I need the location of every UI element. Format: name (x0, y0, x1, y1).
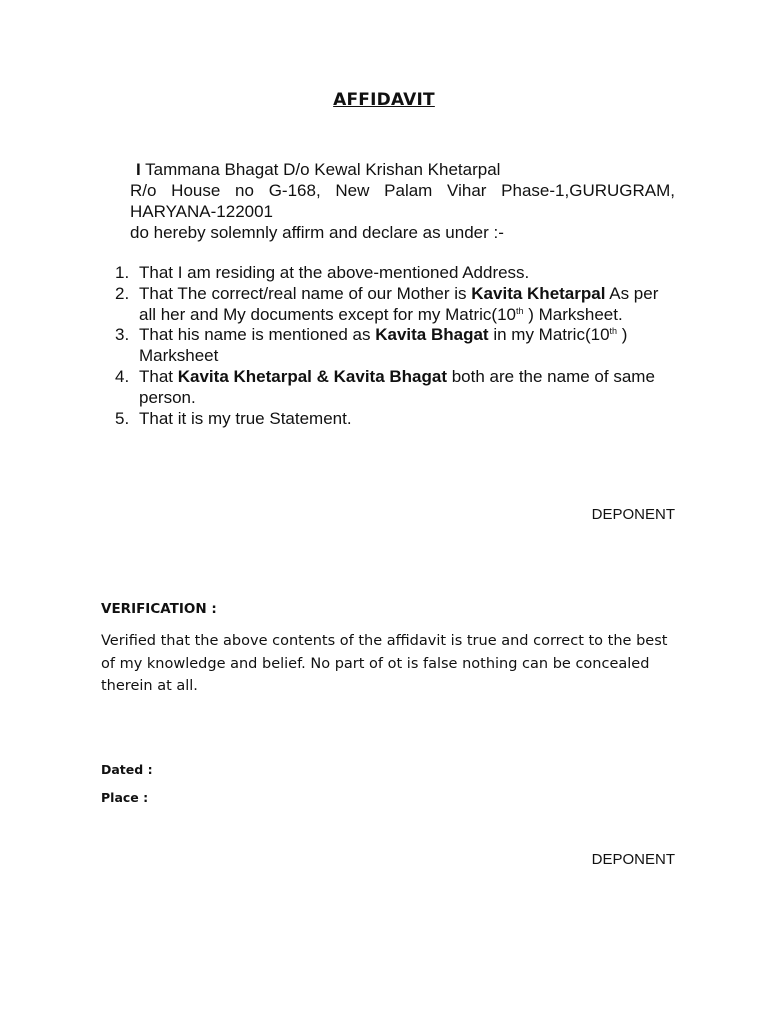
point-bold-name: Kavita Bhagat (375, 325, 489, 345)
intro-i-label: I (136, 160, 141, 179)
point-text: That (139, 366, 178, 386)
point-text: That I am residing at the above-mentioned Address. (139, 263, 530, 282)
point-superscript: th (515, 305, 524, 316)
point-item (115, 366, 669, 409)
point-bold-name: Kavita Khetarpal (471, 283, 606, 303)
verification-text: Verified that the above contents of the affidavit is true and correct to the best of my knowledge and belief. No part of ot is false nothing can be concealed therein at all. (101, 633, 668, 695)
intro-line-address: R/o House no G-168, New Palam Vihar Phase-1,GURUGRAM, (130, 181, 675, 200)
deponent-signature-label-bottom: DEPONENT (591, 851, 675, 868)
verification-heading: VERIFICATION : (101, 601, 217, 617)
point-text: That his name is mentioned as (139, 325, 376, 345)
intro-line-declaration: do hereby solemnly affirm and declare as under :- (130, 223, 504, 242)
point-item (115, 263, 669, 284)
point-text: both are the name of same person. (139, 366, 655, 407)
affidavit-points (115, 263, 669, 429)
intro-name-text: Tammana Bhagat D/o Kewal Krishan Khetarpal (140, 160, 501, 179)
point-text: ) Marksheet (139, 325, 628, 366)
declarant-intro (130, 159, 675, 243)
point-item (115, 283, 669, 326)
intro-line-state: HARYANA-122001 (130, 202, 274, 221)
point-item (115, 408, 669, 430)
point-text: in my Matric(10 (488, 325, 610, 345)
point-number: 3. (115, 325, 130, 345)
point-text: That The correct/real name of our Mother is (139, 283, 472, 303)
document-title: AFFIDAVIT (333, 90, 435, 110)
point-text: That it is my true Statement. (139, 408, 352, 428)
point-number: 1. (115, 263, 130, 282)
point-bold-name: Kavita Khetarpal & Kavita Bhagat (177, 366, 447, 386)
point-text: As per all her and My documents except for my Matric(10 (139, 283, 659, 324)
point-item (115, 325, 669, 367)
point-number: 2. (115, 283, 130, 303)
dated-label: Dated : (101, 762, 153, 777)
point-number: 4. (115, 366, 130, 386)
intro-line-name (130, 159, 675, 180)
place-label: Place : (101, 790, 149, 805)
point-superscript: th (609, 326, 618, 337)
point-text: ) Marksheet. (523, 304, 623, 324)
point-number: 5. (115, 408, 130, 428)
deponent-signature-label: DEPONENT (591, 506, 675, 523)
